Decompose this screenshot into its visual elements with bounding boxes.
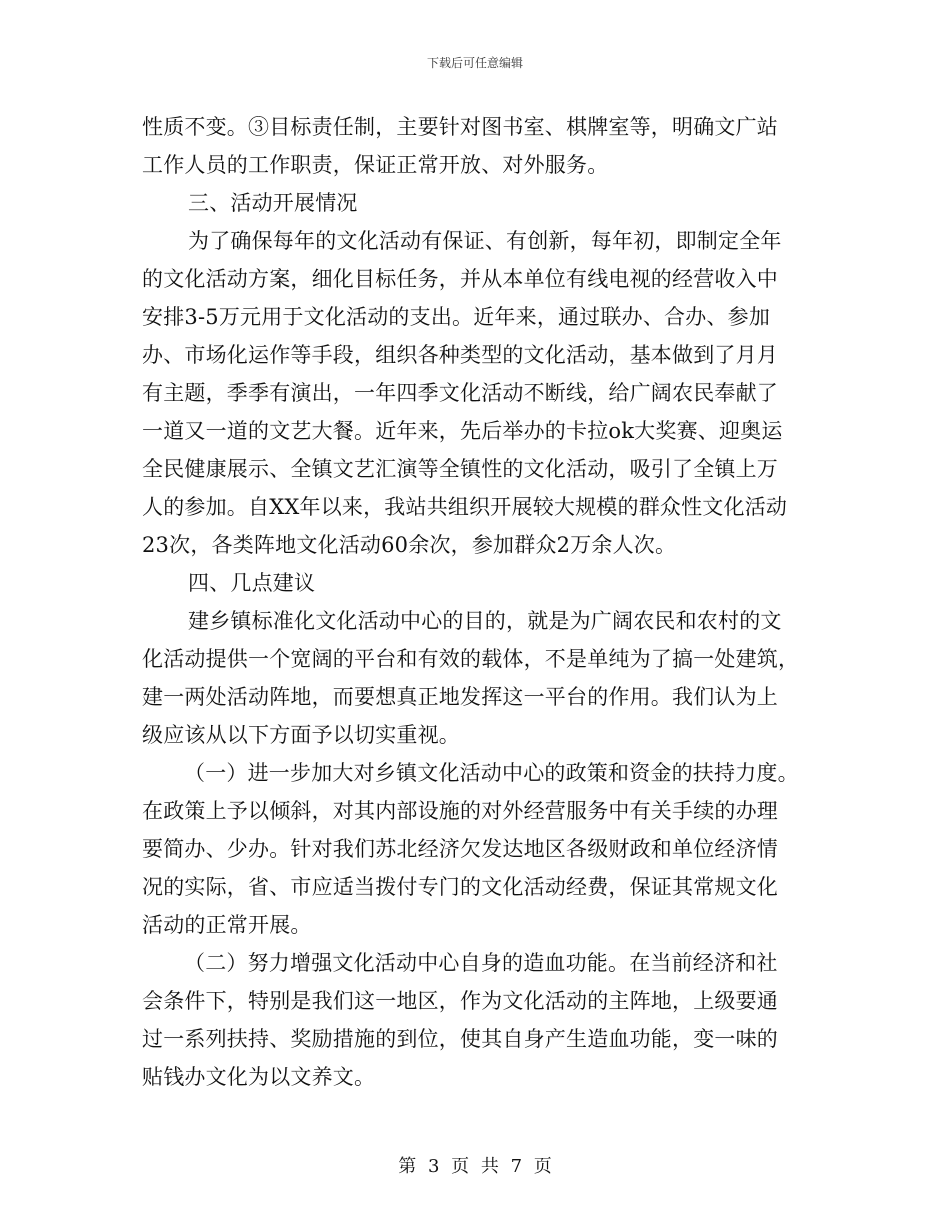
text-line: 要简办、少办。针对我们苏北经济欠发达地区各级财政和单位经济情	[142, 837, 778, 861]
text-line: 为了确保每年的文化活动有保证、有创新，每年初，即制定全年	[188, 229, 782, 253]
page-header: 下载后可任意编辑	[426, 56, 523, 70]
text-line: 性质不变。③目标责任制，主要针对图书室、棋牌室等，明确文广站	[142, 115, 778, 139]
text-line: 的文化活动方案，细化目标任务，并从本单位有线电视的经营收入中	[142, 267, 778, 291]
subsection-heading: （二）努力增强文化活动中心自身的造血功能。在当前经济和社	[184, 951, 778, 975]
document-body	[142, 108, 812, 1096]
text-line: 安排3-5万元用于文化活动的支出。近年来，通过联办、合办、参加	[142, 305, 771, 329]
section-heading: 三、活动开展情况	[188, 191, 358, 215]
text-line: 会条件下，特别是我们这一地区，作为文化活动的主阵地，上级要通	[142, 989, 778, 1013]
page-footer: 第 3 页 共 7 页	[398, 1156, 552, 1177]
text-line: 建乡镇标准化文化活动中心的目的，就是为广阔农民和农村的文	[188, 609, 782, 633]
subsection-heading: （一）进一步加大对乡镇文化活动中心的政策和资金的扶持力度。	[184, 761, 799, 785]
text-line: 办、市场化运作等手段，组织各种类型的文化活动，基本做到了月月	[142, 343, 778, 367]
text-line: 人的参加。自XX年以来，我站共组织开展较大规模的群众性文化活动	[142, 495, 788, 519]
text-line: 级应该从以下方面予以切实重视。	[142, 723, 460, 747]
text-line: 贴钱办文化为以文养文。	[142, 1065, 376, 1089]
text-line: 化活动提供一个宽阔的平台和有效的载体，不是单纯为了搞一处建筑，	[142, 647, 800, 671]
text-line: 在政策上予以倾斜，对其内部设施的对外经营服务中有关手续的办理	[142, 799, 778, 823]
text-line: 建一两处活动阵地，而要想真正地发挥这一平台的作用。我们认为上	[142, 685, 778, 709]
text-line: 活动的正常开展。	[142, 913, 312, 937]
text-line: 有主题，季季有演出，一年四季文化活动不断线，给广阔农民奉献了	[142, 381, 778, 405]
text-line: 过一系列扶持、奖励措施的到位，使其自身产生造血功能，变一味的	[142, 1027, 778, 1051]
text-line: 23次，各类阵地文化活动60余次，参加群众2万余人次。	[142, 533, 677, 557]
text-line: 况的实际，省、市应适当拨付专门的文化活动经费，保证其常规文化	[142, 875, 778, 899]
text-line: 一道又一道的文艺大餐。近年来，先后举办的卡拉ok大奖赛、迎奥运	[142, 419, 783, 443]
text-line: 工作人员的工作职责，保证正常开放、对外服务。	[142, 153, 609, 177]
text-line: 全民健康展示、全镇文艺汇演等全镇性的文化活动，吸引了全镇上万	[142, 457, 778, 481]
section-heading: 四、几点建议	[188, 571, 316, 595]
